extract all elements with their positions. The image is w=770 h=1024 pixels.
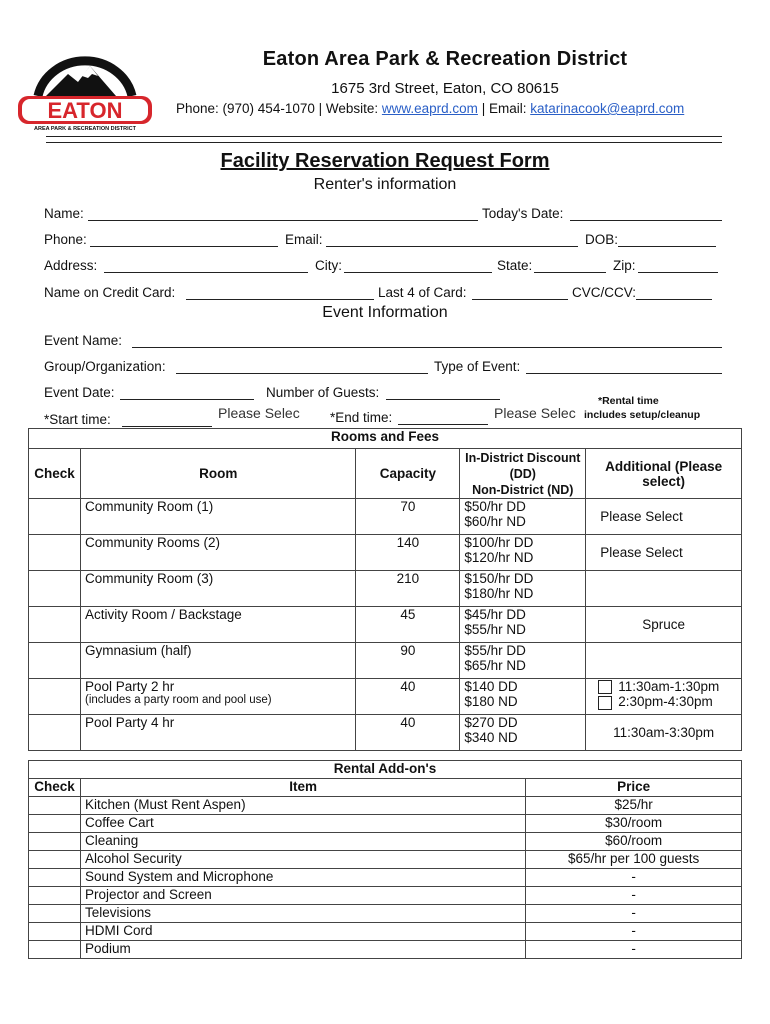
todays-date-field[interactable] bbox=[570, 206, 722, 221]
addon-price: $60/room bbox=[526, 833, 742, 851]
room-check-4[interactable] bbox=[29, 607, 81, 643]
fee-nd: $65/hr ND bbox=[464, 658, 526, 673]
fee-dd: $150/hr DD bbox=[464, 571, 534, 586]
event-type-label: Type of Event: bbox=[434, 359, 521, 374]
address-label: Address: bbox=[44, 258, 98, 273]
room-fees bbox=[460, 643, 586, 679]
start-time-select[interactable]: Please Selec bbox=[218, 405, 300, 421]
event-date-label: Event Date: bbox=[44, 385, 115, 400]
guests-label: Number of Guests: bbox=[266, 385, 380, 400]
email-field[interactable] bbox=[326, 232, 578, 247]
cvc-label: CVC/CCV: bbox=[572, 285, 637, 300]
zip-field[interactable] bbox=[638, 258, 718, 273]
room-fees bbox=[460, 571, 586, 607]
addon-check[interactable] bbox=[29, 923, 81, 941]
checkbox-icon[interactable] bbox=[598, 680, 612, 694]
event-name-field[interactable] bbox=[132, 333, 722, 348]
event-date-field[interactable] bbox=[120, 385, 254, 400]
rooms-table bbox=[28, 428, 742, 751]
addon-item: Televisions bbox=[80, 905, 525, 923]
logo-subtext: AREA PARK & RECREATION DISTRICT bbox=[34, 126, 136, 132]
room-fees bbox=[460, 499, 586, 535]
table-row bbox=[29, 499, 742, 535]
room-capacity: 45 bbox=[356, 607, 460, 643]
room-capacity: 140 bbox=[356, 535, 460, 571]
room-name: Community Rooms (2) bbox=[80, 535, 355, 571]
table-row bbox=[29, 715, 742, 751]
room-name: Pool Party 2 hr bbox=[84, 679, 175, 694]
room-check-5[interactable] bbox=[29, 643, 81, 679]
additional-select-1[interactable]: Please Select bbox=[586, 499, 742, 535]
fee-dd: $50/hr DD bbox=[464, 499, 526, 514]
room-fees bbox=[460, 535, 586, 571]
addon-check[interactable] bbox=[29, 905, 81, 923]
room-name-cell bbox=[80, 679, 355, 715]
table-row bbox=[29, 905, 742, 923]
cvc-field[interactable] bbox=[636, 285, 712, 300]
dob-field[interactable] bbox=[618, 232, 716, 247]
city-field[interactable] bbox=[344, 258, 492, 273]
org-name: Eaton Area Park & Recreation District bbox=[262, 48, 628, 70]
checkbox-icon[interactable] bbox=[598, 696, 612, 710]
room-check-3[interactable] bbox=[29, 571, 81, 607]
table-row bbox=[29, 815, 742, 833]
name-field[interactable] bbox=[88, 206, 478, 221]
room-check-6[interactable] bbox=[29, 679, 81, 715]
fee-nd: $340 ND bbox=[464, 730, 518, 745]
pool-4hr-slot[interactable]: 11:30am-3:30pm bbox=[586, 715, 742, 751]
website-link[interactable]: www.eaprd.com bbox=[381, 101, 478, 116]
table-row bbox=[29, 869, 742, 887]
group-field[interactable] bbox=[176, 359, 428, 374]
addon-check[interactable] bbox=[29, 815, 81, 833]
addon-check[interactable] bbox=[29, 941, 81, 959]
last4-label: Last 4 of Card: bbox=[378, 285, 467, 300]
room-name: Activity Room / Backstage bbox=[80, 607, 355, 643]
todays-date-label: Today's Date: bbox=[482, 206, 564, 221]
col-room: Room bbox=[80, 449, 355, 499]
pool-slot-1[interactable] bbox=[598, 679, 737, 694]
room-check-7[interactable] bbox=[29, 715, 81, 751]
card-name-label: Name on Credit Card: bbox=[44, 285, 176, 300]
addon-item: Podium bbox=[80, 941, 525, 959]
addon-item: Kitchen (Must Rent Aspen) bbox=[80, 797, 525, 815]
fee-dd: $100/hr DD bbox=[464, 535, 534, 550]
addon-check[interactable] bbox=[29, 851, 81, 869]
state-label: State: bbox=[497, 258, 533, 273]
fee-nd: $180 ND bbox=[464, 694, 518, 709]
fee-nd: $120/hr ND bbox=[464, 550, 534, 565]
addon-check[interactable] bbox=[29, 869, 81, 887]
addon-col-item: Item bbox=[80, 779, 525, 797]
addon-price: - bbox=[526, 941, 742, 959]
start-time-field[interactable] bbox=[122, 412, 212, 427]
addon-col-check: Check bbox=[29, 779, 81, 797]
room-capacity: 210 bbox=[356, 571, 460, 607]
table-row bbox=[29, 923, 742, 941]
event-section-title: Event Information bbox=[322, 304, 448, 321]
room-capacity: 40 bbox=[356, 715, 460, 751]
addon-item: Alcohol Security bbox=[80, 851, 525, 869]
addon-price: - bbox=[526, 887, 742, 905]
event-type-field[interactable] bbox=[526, 359, 722, 374]
pool-slot-1-label: 11:30am-1:30pm bbox=[618, 679, 720, 694]
event-name-label: Event Name: bbox=[44, 333, 123, 348]
addon-item: Coffee Cart bbox=[80, 815, 525, 833]
addon-price: $65/hr per 100 guests bbox=[526, 851, 742, 869]
addon-item: Projector and Screen bbox=[80, 887, 525, 905]
contact-prefix: Phone: (970) 454-1070 | Website: bbox=[176, 101, 382, 116]
room-name: Gymnasium (half) bbox=[80, 643, 355, 679]
table-row bbox=[29, 797, 742, 815]
form-title: Facility Reservation Request Form bbox=[220, 150, 550, 172]
name-label: Name: bbox=[44, 206, 84, 221]
table-row bbox=[29, 643, 742, 679]
room-name: Community Room (1) bbox=[80, 499, 355, 535]
addon-price: $30/room bbox=[526, 815, 742, 833]
additional-cell-3 bbox=[586, 571, 742, 607]
col-capacity: Capacity bbox=[356, 449, 460, 499]
fee-dd: $270 DD bbox=[464, 715, 518, 730]
fee-nd: $55/hr ND bbox=[464, 622, 526, 637]
email-label: Email: bbox=[285, 232, 323, 247]
end-time-label: *End time: bbox=[330, 410, 393, 425]
additional-cell-5 bbox=[586, 643, 742, 679]
zip-label: Zip: bbox=[613, 258, 636, 273]
fee-nd: $60/hr ND bbox=[464, 514, 526, 529]
rental-note-line2: includes setup/cleanup bbox=[584, 409, 701, 421]
city-label: City: bbox=[315, 258, 342, 273]
additional-select-2[interactable]: Please Select bbox=[586, 535, 742, 571]
table-row bbox=[29, 833, 742, 851]
addons-table bbox=[28, 760, 742, 959]
addon-rows bbox=[29, 797, 742, 959]
table-row bbox=[29, 535, 742, 571]
room-fees bbox=[460, 607, 586, 643]
addon-price: $25/hr bbox=[526, 797, 742, 815]
header-rule-1 bbox=[46, 136, 722, 137]
fee-dd: $45/hr DD bbox=[464, 607, 526, 622]
col-fees bbox=[460, 449, 586, 499]
addon-check[interactable] bbox=[29, 797, 81, 815]
phone-field[interactable] bbox=[90, 232, 278, 247]
email-prefix: | Email: bbox=[477, 101, 531, 116]
table-row bbox=[29, 607, 742, 643]
pool-slot-2[interactable] bbox=[598, 694, 737, 709]
room-subnote: (includes a party room and pool use) bbox=[84, 694, 272, 706]
addon-item: Cleaning bbox=[80, 833, 525, 851]
addon-price: - bbox=[526, 869, 742, 887]
addon-item: Sound System and Microphone bbox=[80, 869, 525, 887]
room-capacity: 70 bbox=[356, 499, 460, 535]
room-check-1[interactable] bbox=[29, 499, 81, 535]
fee-header-line3: Non-District (ND) bbox=[472, 482, 574, 497]
additional-select-4[interactable]: Spruce bbox=[586, 607, 742, 643]
col-additional: Additional (Please select) bbox=[586, 449, 742, 499]
pool-slot-cell bbox=[586, 679, 742, 715]
addon-col-price: Price bbox=[526, 779, 742, 797]
room-name: Community Room (3) bbox=[80, 571, 355, 607]
rental-note-line1: *Rental time bbox=[598, 395, 659, 407]
header-rule-2 bbox=[46, 142, 722, 143]
room-check-2[interactable] bbox=[29, 535, 81, 571]
addon-price: - bbox=[526, 923, 742, 941]
addons-caption: Rental Add-on's bbox=[29, 761, 742, 779]
end-time-field[interactable] bbox=[398, 410, 488, 425]
table-row bbox=[29, 941, 742, 959]
email-link[interactable]: katarinacook@eaprd.com bbox=[530, 101, 685, 116]
col-check: Check bbox=[29, 449, 81, 499]
pool-slot-2-label: 2:30pm-4:30pm bbox=[618, 694, 713, 710]
addon-check[interactable] bbox=[29, 887, 81, 905]
rooms-caption: Rooms and Fees bbox=[29, 429, 742, 449]
phone-label: Phone: bbox=[44, 232, 87, 247]
addon-item: HDMI Cord bbox=[80, 923, 525, 941]
group-label: Group/Organization: bbox=[44, 359, 166, 374]
table-row bbox=[29, 851, 742, 869]
start-time-label: *Start time: bbox=[44, 412, 111, 427]
card-name-field[interactable] bbox=[186, 285, 374, 300]
address-field[interactable] bbox=[104, 258, 308, 273]
last4-field[interactable] bbox=[472, 285, 568, 300]
table-row bbox=[29, 679, 742, 715]
table-row bbox=[29, 887, 742, 905]
logo-wordmark: EATON bbox=[47, 98, 123, 123]
fee-dd: $140 DD bbox=[464, 679, 518, 694]
room-capacity: 90 bbox=[356, 643, 460, 679]
room-capacity: 40 bbox=[356, 679, 460, 715]
room-fees bbox=[460, 715, 586, 751]
state-field[interactable] bbox=[534, 258, 606, 273]
room-name: Pool Party 4 hr bbox=[80, 715, 355, 751]
addon-check[interactable] bbox=[29, 833, 81, 851]
fee-header-line2: (DD) bbox=[509, 466, 536, 481]
dob-label: DOB: bbox=[585, 232, 619, 247]
guests-field[interactable] bbox=[386, 385, 500, 400]
fee-dd: $55/hr DD bbox=[464, 643, 526, 658]
renter-section-title: Renter's information bbox=[313, 176, 457, 193]
end-time-select[interactable]: Please Selec bbox=[494, 405, 576, 421]
fee-nd: $180/hr ND bbox=[464, 586, 534, 601]
table-row bbox=[29, 571, 742, 607]
room-fees bbox=[460, 679, 586, 715]
fee-header-line1: In-District Discount bbox=[465, 450, 581, 465]
addon-price: - bbox=[526, 905, 742, 923]
contact-line bbox=[176, 101, 684, 116]
org-address: 1675 3rd Street, Eaton, CO 80615 bbox=[331, 80, 559, 97]
